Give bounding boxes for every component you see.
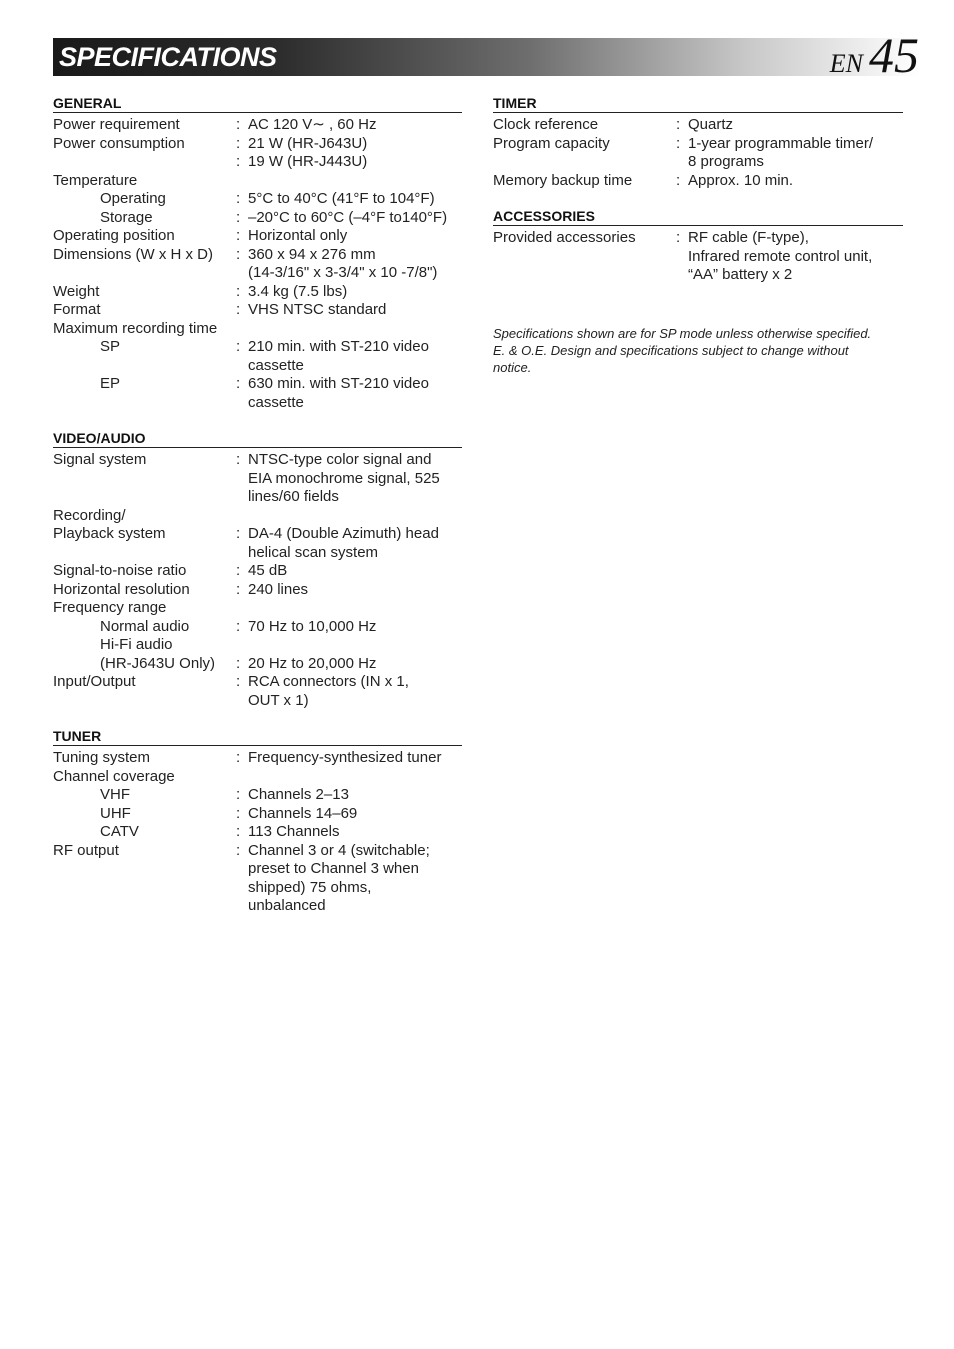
spec-value: Frequency-synthesized tuner: [248, 749, 442, 766]
spec-label: Program capacity: [493, 134, 610, 152]
spec-value-group: [236, 153, 462, 172]
spec-value-group: [236, 749, 462, 768]
spec-value: 45 dB: [248, 562, 288, 579]
spec-value-group: [236, 338, 462, 375]
spec-value: [248, 768, 462, 787]
section-title: ACCESSORIES: [493, 208, 903, 226]
spec-row: [53, 153, 462, 172]
spec-row: [53, 636, 462, 655]
spec-value-group: [236, 805, 462, 824]
spec-label: UHF: [100, 804, 131, 822]
spec-row: [53, 246, 462, 283]
spec-row: [493, 172, 903, 191]
spec-row: [53, 172, 462, 191]
spec-value: Channels 2–13: [248, 786, 349, 803]
colon-separator: :: [236, 338, 241, 355]
spec-row: [53, 842, 462, 916]
spec-label: Storage: [100, 208, 153, 226]
colon-separator: :: [236, 153, 241, 170]
spec-label: RF output: [53, 841, 119, 859]
spec-value-group: [236, 618, 462, 637]
colon-separator: :: [236, 673, 241, 690]
spec-row: [53, 320, 462, 339]
language-label: EN: [829, 49, 863, 78]
spec-value: DA-4 (Double Azimuth) head helical scan system: [248, 525, 439, 561]
spec-value-group: [236, 507, 462, 526]
spec-value-group: [236, 320, 462, 339]
spec-value: 210 min. with ST-210 video cassette: [248, 338, 429, 374]
spec-value-group: [236, 227, 462, 246]
spec-value: 360 x 94 x 276 mm (14-3/16" x 3-3/4" x 10 -7/8"): [248, 245, 438, 281]
spec-value-group: [236, 283, 462, 302]
spec-value-group: [236, 655, 462, 674]
spec-row: [493, 229, 903, 285]
spec-value-group: [236, 636, 462, 655]
spec-label: Power requirement: [53, 116, 180, 133]
specifications-note: Specifications shown are for SP mode unless otherwise specified. E. & O.E. Design and specifications subject to change without notice.: [493, 325, 872, 375]
spec-value: [248, 172, 462, 191]
spec-label: Provided accessories: [493, 229, 636, 246]
spec-label: Signal-to-noise ratio: [53, 562, 187, 579]
spec-value-group: [236, 246, 462, 283]
colon-separator: :: [676, 229, 681, 246]
spec-row: [53, 375, 462, 412]
spec-value: [248, 636, 462, 655]
spec-label: Frequency range: [53, 599, 167, 616]
spec-label: Horizontal resolution: [53, 580, 190, 598]
spec-value: 5°C to 40°C (41°F to 104°F): [248, 190, 435, 207]
spec-value: 240 lines: [248, 580, 309, 598]
section-video-audio: [53, 430, 462, 710]
spec-value-group: [236, 823, 462, 842]
spec-value: [248, 507, 462, 526]
colon-separator: :: [236, 749, 241, 766]
spec-row: [53, 451, 462, 507]
colon-separator: :: [236, 525, 241, 542]
spec-value-group: [236, 116, 462, 135]
spec-row: [53, 786, 462, 805]
colon-separator: :: [236, 580, 241, 598]
spec-label: [53, 153, 236, 172]
spec-value-group: [236, 451, 462, 507]
spec-value: Approx. 10 min.: [688, 171, 794, 189]
spec-value: [248, 599, 462, 618]
spec-value: 630 min. with ST-210 video cassette: [248, 375, 429, 411]
colon-separator: [236, 768, 248, 787]
spec-row: [53, 507, 462, 526]
colon-separator: :: [236, 190, 241, 207]
spec-value: 20 Hz to 20,000 Hz: [248, 654, 377, 672]
spec-value-group: [236, 673, 462, 710]
spec-label: Power consumption: [53, 134, 185, 152]
spec-label: Recording/: [53, 506, 126, 524]
spec-value: 21 W (HR-J643U): [248, 134, 368, 152]
spec-label: Operating position: [53, 227, 175, 244]
spec-label: CATV: [100, 823, 139, 840]
spec-row: [53, 227, 462, 246]
section-title: VIDEO/AUDIO: [53, 430, 462, 448]
colon-separator: [236, 320, 248, 339]
section-general: [53, 95, 462, 412]
spec-row: [53, 768, 462, 787]
section-timer: [493, 95, 903, 190]
spec-value: Quartz: [688, 116, 734, 133]
spec-label: Channel coverage: [53, 767, 175, 785]
spec-label: VHF: [100, 786, 130, 803]
spec-value: 19 W (HR-J443U): [248, 153, 368, 170]
spec-value: Horizontal only: [248, 227, 348, 244]
spec-value-group: [236, 301, 462, 320]
spec-value-group: [676, 116, 903, 135]
spec-value: –20°C to 60°C (–4°F to140°F): [248, 208, 448, 226]
spec-label: Tuning system: [53, 749, 150, 766]
colon-separator: :: [236, 245, 241, 263]
spec-value-group: [236, 135, 462, 154]
right-column: [493, 95, 903, 376]
colon-separator: :: [236, 451, 241, 468]
spec-value: [248, 320, 462, 339]
colon-separator: :: [236, 208, 241, 226]
spec-row: [53, 599, 462, 618]
spec-label: (HR-J643U Only): [100, 654, 216, 672]
colon-separator: :: [236, 282, 241, 300]
spec-value: 113 Channels: [248, 823, 340, 840]
spec-row: [53, 823, 462, 842]
spec-row: [53, 301, 462, 320]
spec-value: RCA connectors (IN x 1, OUT x 1): [248, 673, 409, 709]
spec-row: [53, 116, 462, 135]
spec-value: 1-year programmable timer/ 8 programs: [688, 134, 874, 170]
colon-separator: :: [236, 562, 241, 579]
spec-row: [53, 338, 462, 375]
spec-value-group: [236, 768, 462, 787]
spec-label: Hi-Fi audio: [100, 636, 173, 653]
spec-row: [53, 655, 462, 674]
colon-separator: :: [236, 301, 241, 318]
spec-row: [53, 525, 462, 562]
spec-label: Weight: [53, 282, 100, 300]
spec-label: Signal system: [53, 451, 147, 468]
section-title: GENERAL: [53, 95, 462, 113]
spec-value-group: [236, 190, 462, 209]
spec-label: Dimensions (W x H x D): [53, 245, 214, 263]
spec-value-group: [676, 135, 903, 172]
page-title: SPECIFICATIONS: [59, 42, 277, 72]
spec-value-group: [236, 375, 462, 412]
colon-separator: :: [676, 134, 681, 152]
colon-separator: [236, 507, 248, 526]
spec-row: [53, 618, 462, 637]
colon-separator: [236, 599, 248, 618]
spec-value: 3.4 kg (7.5 lbs): [248, 282, 348, 300]
colon-separator: :: [236, 134, 241, 152]
colon-separator: :: [676, 171, 681, 189]
section-title: TUNER: [53, 728, 462, 746]
spec-value: 70 Hz to 10,000 Hz: [248, 617, 377, 635]
colon-separator: :: [236, 823, 241, 840]
spec-label: EP: [100, 375, 121, 392]
colon-separator: [236, 636, 248, 655]
spec-value: NTSC-type color signal and EIA monochrome signal, 525 lines/60 fields: [248, 451, 440, 505]
spec-value: Channel 3 or 4 (switchable; preset to Channel 3 when shipped) 75 ohms, unbalanced: [248, 841, 430, 914]
colon-separator: [236, 172, 248, 191]
spec-value-group: [236, 599, 462, 618]
spec-row: [493, 135, 903, 172]
spec-row: [53, 190, 462, 209]
spec-value: VHS NTSC standard: [248, 301, 387, 318]
spec-value: AC 120 V∼ , 60 Hz: [248, 116, 377, 133]
colon-separator: :: [236, 654, 241, 672]
page-header: [53, 27, 919, 83]
page-number-group: [829, 27, 919, 83]
spec-value-group: [236, 172, 462, 191]
spec-label: Input/Output: [53, 673, 136, 690]
colon-separator: :: [236, 227, 241, 244]
section-tuner: [53, 728, 462, 916]
spec-value-group: [676, 229, 903, 285]
spec-row: [53, 673, 462, 710]
colon-separator: :: [676, 116, 681, 133]
spec-row: [53, 749, 462, 768]
spec-value: Channels 14–69: [248, 804, 358, 822]
spec-row: [53, 805, 462, 824]
spec-row: [53, 209, 462, 228]
spec-label: SP: [100, 338, 121, 355]
spec-label: Clock reference: [493, 116, 599, 133]
colon-separator: :: [236, 841, 241, 859]
spec-value: RF cable (F-type), Infrared remote control unit, “AA” battery x 2: [688, 229, 873, 283]
spec-label: Temperature: [53, 171, 138, 189]
spec-value-group: [236, 842, 462, 916]
spec-row: [53, 135, 462, 154]
spec-value-group: [236, 786, 462, 805]
page-number: 45: [869, 27, 919, 83]
spec-label: Operating: [100, 190, 166, 207]
colon-separator: :: [236, 804, 241, 822]
spec-row: [53, 562, 462, 581]
spec-value-group: [676, 172, 903, 191]
colon-separator: :: [236, 786, 241, 803]
section-title: TIMER: [493, 95, 903, 113]
colon-separator: :: [236, 375, 241, 392]
spec-label: Playback system: [53, 525, 166, 542]
spec-row: [493, 116, 903, 135]
spec-label: Memory backup time: [493, 171, 633, 189]
left-column: [53, 95, 462, 934]
spec-value-group: [236, 581, 462, 600]
spec-value-group: [236, 562, 462, 581]
spec-row: [53, 581, 462, 600]
colon-separator: :: [236, 617, 241, 635]
section-accessories: [493, 208, 903, 285]
spec-label: Maximum recording time: [53, 319, 218, 337]
colon-separator: :: [236, 116, 241, 133]
spec-row: [53, 283, 462, 302]
spec-label: Normal audio: [100, 617, 190, 635]
spec-label: Format: [53, 301, 101, 318]
spec-value-group: [236, 525, 462, 562]
spec-value-group: [236, 209, 462, 228]
